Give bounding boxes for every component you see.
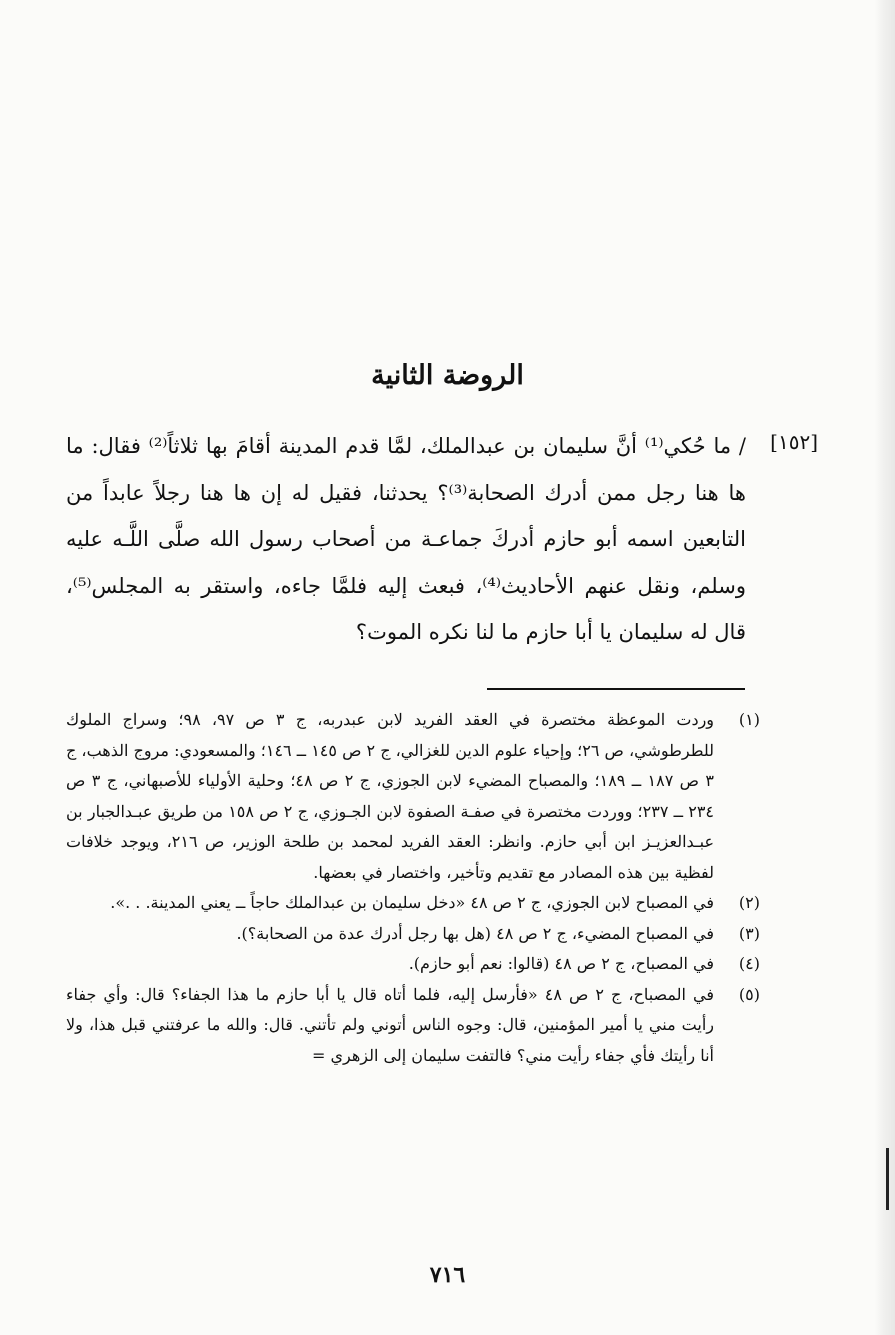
chapter-title: الروضة الثانية xyxy=(371,360,524,391)
footnote-number: (١) xyxy=(738,710,760,729)
footnote-text: في المصباح لابن الجوزي، ج ٢ ص ٤٨ «دخل سليمان بن عبدالملك حاجاً ــ يعني المدينة. . .». xyxy=(110,893,714,912)
main-text xyxy=(66,423,746,656)
paragraph-number: [١٥٢] xyxy=(770,430,818,454)
footnote-number: (٢) xyxy=(738,893,760,912)
footnote-number: (٣) xyxy=(738,923,760,943)
footnote-5 xyxy=(66,980,760,1072)
footnote-4 xyxy=(66,949,760,980)
footnote-number: (٤) xyxy=(738,954,760,973)
page-number: ٧١٦ xyxy=(429,1262,466,1288)
footnote-text: وردت الموعظة مختصرة في العقد الفريد لابن عبدربه، ج ٣ ص ٩٧، ٩٨؛ وسراج الملوك للطرطوشي، ص ٢٦؛ وإحياء علوم الدين للغزالي، ج ٢ ص ١٤٥ ــ ١٤٦؛ والمسعودي: مروج الذهب، ج ٣ ص ١٨٧ ــ ١٨٩؛ والمصباح المضيء لابن الجوزي، ج ٢ ص ٤٨؛ وحلية الأولياء للأصبهاني، ج ٣ ص ٢٣٤ ــ ٢٣٧؛ ووردت مختصرة في صفـة الصفوة لابن الجـوزي، ج ٢ ص ١٥٨ من طريق عبـدالجبار بن عبـدالعزيـز ابن أبي حازم. وانظر: العقد الفريد لمحمد بن طلحة الوزير، ص ٢١٦، ويوجد خلافات لفظية بين هذه المصادر مع تقديم وتأخير، واختصار في بعضها. xyxy=(66,710,715,882)
main-paragraph: / ما حُكي⁽¹⁾ أنَّ سليمان بن عبدالملك، لمَّا قدم المدينة أقامَ بها ثلاثاً⁽²⁾ فقال: ما ها هنا رجل ممن أدرك الصحابة⁽³⁾؟ يحدثنا، فقيل له إن ها هنا رجلاً عابداً من التابعين اسمه أبو حازم أدركَ جماعـة من أصحاب رسول الله صلَّى اللَّـه عليه وسلم، ونقل عنهم الأحاديث⁽⁴⁾، فبعث إليه فلمَّا جاءه، واستقر به المجلس⁽⁵⁾، قال له سليمان يا أبا حازم ما لنا نكره الموت؟ xyxy=(66,434,746,644)
footnote-text: في المصباح، ج ٢ ص ٤٨ «فأرسل إليه، فلما أتاه قال يا أبا حازم ما هذا الجفاء؟ قال: وأي جفاء رأيت مني يا أمير المؤمنين، قال: وجوه الناس أتوني ولم تأتني. قال: والله ما عرفتني قبل هذا، ولا أنا رأيتك فأي جفاء رأيت مني؟ فالتفت سليمان إلى الزهري = xyxy=(66,984,715,1065)
edge-mark xyxy=(886,1148,889,1210)
footnote-2 xyxy=(66,888,760,919)
footnote-text: في المصباح المضيء، ج ٢ ص ٤٨ (هل بها رجل أدرك عدة من الصحابة؟). xyxy=(236,923,714,943)
footnote-number: (٥) xyxy=(738,984,760,1004)
footnotes xyxy=(66,705,760,1071)
footnote-separator xyxy=(487,688,745,690)
footnote-3 xyxy=(66,919,760,950)
page-edge xyxy=(875,0,895,1335)
footnote-1 xyxy=(66,705,760,888)
footnote-text: في المصباح، ج ٢ ص ٤٨ (قالوا: نعم أبو حازم). xyxy=(408,954,714,973)
